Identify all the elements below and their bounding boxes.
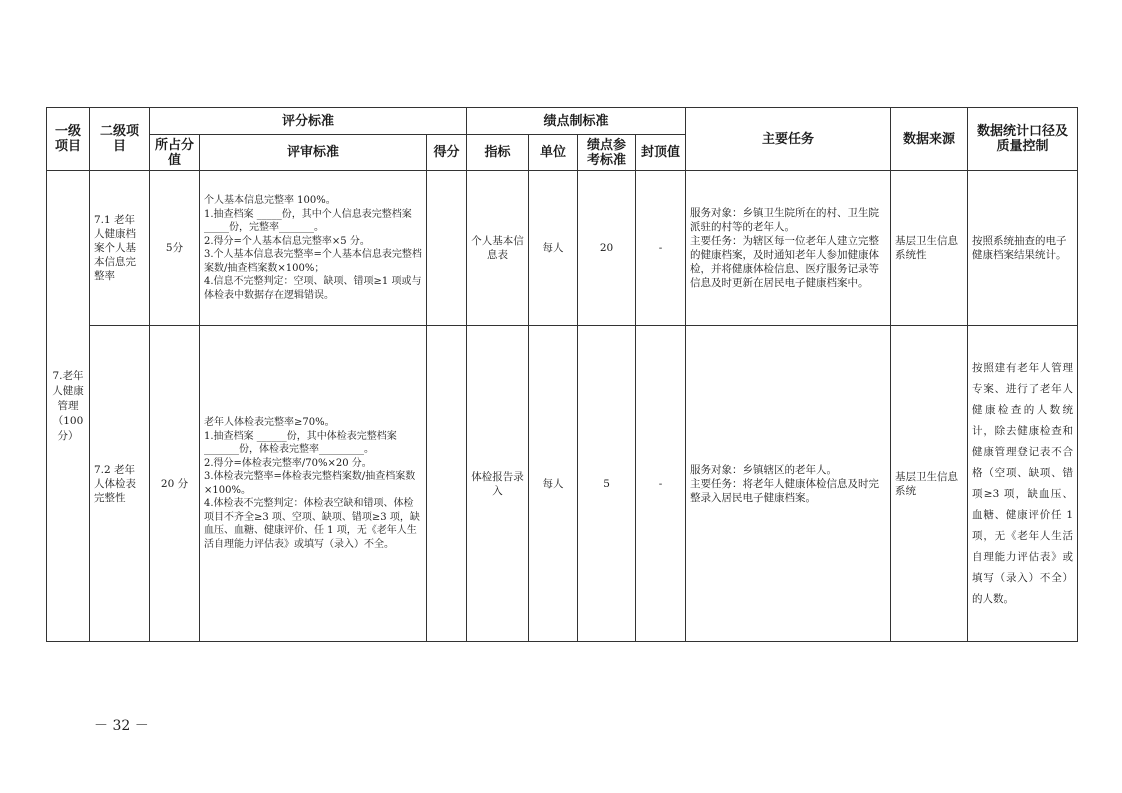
header-review-criteria: 评审标准 xyxy=(200,135,427,171)
header-indicator: 指标 xyxy=(467,135,529,171)
header-data-source: 数据来源 xyxy=(891,108,968,171)
indicator: 体检报告录入 xyxy=(467,326,529,642)
evaluation-table xyxy=(46,107,1078,642)
cap: - xyxy=(636,171,686,326)
level1-item: 7.老年人健康管理（100分） xyxy=(47,171,90,642)
cap: - xyxy=(636,326,686,642)
header-ref-points: 绩点参考标准 xyxy=(578,135,636,171)
header-level2: 二级项目 xyxy=(90,108,150,171)
main-task: 服务对象：乡镇卫生院所在的村、卫生院派驻的村等的老年人。 主要任务：为辖区每一位老年人建立完整的健康档案，及时通知老年人参加健康体检，并将健康体检信息、医疗服务记录等信息及时更新在居民电子健康档案中。 xyxy=(686,171,891,326)
stat-control: 按照建有老年人管理专案、进行了老年人健康检查的人数统计，除去健康检查和健康管理登记表不合格（空项、缺项、错项≥3 项，缺血压、血糖、健康评价任 1 项，无《老年人生活自理能力评估表》或填写（录入）不全）的人数。 xyxy=(968,326,1078,642)
score-cell xyxy=(427,171,467,326)
score-weight: 20 分 xyxy=(150,326,200,642)
header-cap: 封顶值 xyxy=(636,135,686,171)
score-weight: 5分 xyxy=(150,171,200,326)
header-stat-control: 数据统计口径及质量控制 xyxy=(968,108,1078,171)
header-score-weight: 所占分值 xyxy=(150,135,200,171)
header-level1: 一级项目 xyxy=(47,108,90,171)
header-unit: 单位 xyxy=(529,135,578,171)
indicator: 个人基本信息表 xyxy=(467,171,529,326)
header-scoring: 评分标准 xyxy=(150,108,467,135)
page-number: － 32 － xyxy=(94,718,149,734)
review-criteria: 个人基本信息完整率 100%。 1.抽查档案 _____份，其中个人信息表完整档案 _____份，完整率_______。 2.得分=个人基本信息完整率×5 分。 3.个人基本信息表完整率=个人基本信息表完整档案数/抽查档案数×100%； 4.信息不完整判定：空项、缺项、错项≥1 项或与体检表中数据存在逻辑错误。 xyxy=(200,171,427,326)
table-row xyxy=(47,326,1078,642)
header-main-task: 主要任务 xyxy=(686,108,891,171)
main-task: 服务对象：乡镇辖区的老年人。 主要任务：将老年人健康体检信息及时完整录入居民电子健康档案。 xyxy=(686,326,891,642)
level2-item: 7.1 老年人健康档案个人基本信息完整率 xyxy=(90,171,150,326)
unit: 每人 xyxy=(529,326,578,642)
level2-item: 7.2 老年人体检表完整性 xyxy=(90,326,150,642)
review-criteria: 老年人体检表完整率≥70%。 1.抽查档案 ______份，其中体检表完整档案_______份，体检表完整率_________。 2.得分=体检表完整率/70%×20 分。 3.体检表完整率=体检表完整档案数/抽查档案数×100%。 4.体检表不完整判定：体检表空缺和错项、体检项目不齐全≥3 项、空项、缺项、错项≥3 项，缺血压、血糖、健康评价、任 1 项，无《老年人生活自理能力评估表》或填写（录入）不全。 xyxy=(200,326,427,642)
header-score: 得分 xyxy=(427,135,467,171)
ref-points: 5 xyxy=(578,326,636,642)
stat-control: 按照系统抽查的电子健康档案结果统计。 xyxy=(968,171,1078,326)
unit: 每人 xyxy=(529,171,578,326)
header-performance: 绩点制标准 xyxy=(467,108,686,135)
ref-points: 20 xyxy=(578,171,636,326)
score-cell xyxy=(427,326,467,642)
data-source: 基层卫生信息系统 xyxy=(891,326,968,642)
table-row xyxy=(47,171,1078,326)
data-source: 基层卫生信息系统性 xyxy=(891,171,968,326)
